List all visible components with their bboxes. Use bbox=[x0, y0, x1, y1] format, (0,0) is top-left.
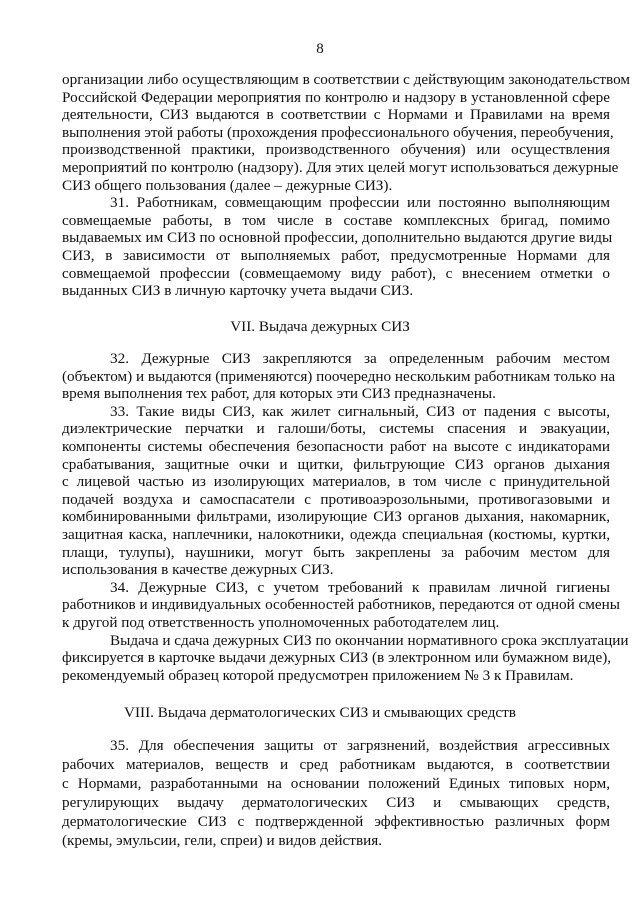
text-line: плащи, тулупы), наушники, могут быть закреплены за рабочим местом для bbox=[62, 543, 610, 561]
text-line: Выдача и сдача дежурных СИЗ по окончании нормативного срока эксплуатации bbox=[110, 631, 629, 649]
text-line: использования в качестве дежурных СИЗ. bbox=[62, 561, 334, 579]
text-line: рекомендуемый образец которой предусмотрен приложением № 3 к Правилам. bbox=[62, 666, 574, 684]
text-line: подачей воздуха и самоспасатели с противоаэрозольными, противогазовыми и bbox=[62, 490, 610, 508]
text-line: (кремы, эмульсии, гели, спреи) и видов действия. bbox=[62, 832, 383, 849]
paragraph bbox=[62, 578, 620, 632]
text-line: срабатывания, защитные очки и щитки, фильтрующие СИЗ органов дыхания bbox=[62, 455, 610, 473]
text-line: деятельности, СИЗ выдаются в соответствии с Нормами и Правилами на время bbox=[62, 106, 610, 124]
text-line: с Нормами, разработанными на основании положений Единых типовых норм, bbox=[62, 775, 610, 792]
paragraph bbox=[62, 71, 631, 194]
text-line: регулирующих выдачу дерматологических СИЗ и смывающих средств, bbox=[62, 794, 610, 811]
text-block-sections-32-34 bbox=[62, 350, 629, 684]
text-line: СИЗ общего пользования (далее – дежурные СИЗ). bbox=[62, 176, 393, 194]
text-line: время выполнения тех работ, для которых эти СИЗ предназначены. bbox=[62, 385, 496, 403]
text-line: к другой под ответственность уполномоченных работодателем лиц. bbox=[62, 613, 500, 631]
text-line: выдаваемых им СИЗ по основной профессии, дополнительно выдаются другие виды bbox=[62, 229, 613, 247]
text-line: производственной практики, производственного обучения) или осуществления bbox=[62, 141, 610, 159]
paragraph bbox=[62, 403, 610, 579]
text-line: рабочих материалов, веществ и сред работникам выдаются, в соответствии bbox=[62, 756, 610, 773]
paragraph bbox=[62, 631, 629, 685]
text-line: диэлектрические перчатки и галоши/боты, системы спасения и эвакуации, bbox=[62, 420, 610, 438]
text-line: 34. Дежурные СИЗ, с учетом требований к правилам личной гигиены bbox=[110, 578, 610, 596]
section-heading-viii: VIII. Выдача дерматологических СИЗ и смывающих средств bbox=[124, 704, 516, 721]
text-line: фиксируется в карточке выдачи дежурных СИЗ (в электронном или бумажном виде), bbox=[62, 649, 612, 667]
text-line: защитная каска, наплечники, налокотники, одежда специальная (костюмы, куртки, bbox=[62, 525, 610, 543]
text-line: дерматологические СИЗ с подтвержденной эффективностью различных форм bbox=[62, 813, 610, 830]
text-line: с лицевой частью из изолирующих материалов, в том числе с принудительной bbox=[62, 473, 610, 491]
text-line: комбинированными фильтрами, изолирующие СИЗ органов дыхания, накомарник, bbox=[62, 508, 610, 526]
text-line: совмещаемые работы, в том числе в составе комплексных бригад, помимо bbox=[62, 211, 610, 229]
text-line: 31. Работникам, совмещающим профессии или постоянно выполняющим bbox=[110, 194, 610, 212]
text-line: 32. Дежурные СИЗ закрепляются за определенным рабочим местом bbox=[110, 350, 610, 367]
text-line: (объектом) и выдаются (применяются) поочередно нескольким работникам только на bbox=[62, 367, 616, 385]
paragraph bbox=[62, 194, 613, 300]
text-block-section-35 bbox=[62, 736, 610, 850]
paragraph bbox=[62, 350, 616, 403]
text-line: работников и индивидуальных особенностей работников, передаются от одной смены bbox=[62, 596, 620, 614]
text-line: Российской Федерации мероприятия по контролю и надзору в установленной сфере bbox=[62, 88, 610, 106]
text-line: компоненты системы обеспечения безопасности работ на высоте с индикаторами bbox=[62, 437, 610, 455]
text-block-sections-30-31 bbox=[62, 71, 631, 300]
text-line: выданных СИЗ в личную карточку учета выдачи СИЗ. bbox=[62, 282, 414, 300]
section-heading-vii: VII. Выдача дежурных СИЗ bbox=[230, 318, 410, 335]
paragraph bbox=[62, 736, 610, 850]
text-line: 33. Такие виды СИЗ, как жилет сигнальный, СИЗ от падения с высоты, bbox=[110, 402, 610, 420]
page-number: 8 bbox=[316, 41, 324, 57]
text-line: 35. Для обеспечения защиты от загрязнений, воздействия агрессивных bbox=[110, 737, 610, 754]
text-line: совмещаемой профессии (совмещаемому виду работ), с внесением отметки о bbox=[62, 264, 610, 282]
text-line: мероприятий по контролю (надзору). Для этих целей могут использоваться дежурные bbox=[62, 158, 619, 176]
text-line: СИЗ, в зависимости от выполняемых работ, предусмотренные Нормами для bbox=[62, 246, 610, 264]
text-line: организации либо осуществляющим в соответствии с действующим законодательством bbox=[62, 71, 631, 88]
text-line: выполнения этой работы (прохождения профессионального обучения, переобучения, bbox=[62, 123, 614, 141]
